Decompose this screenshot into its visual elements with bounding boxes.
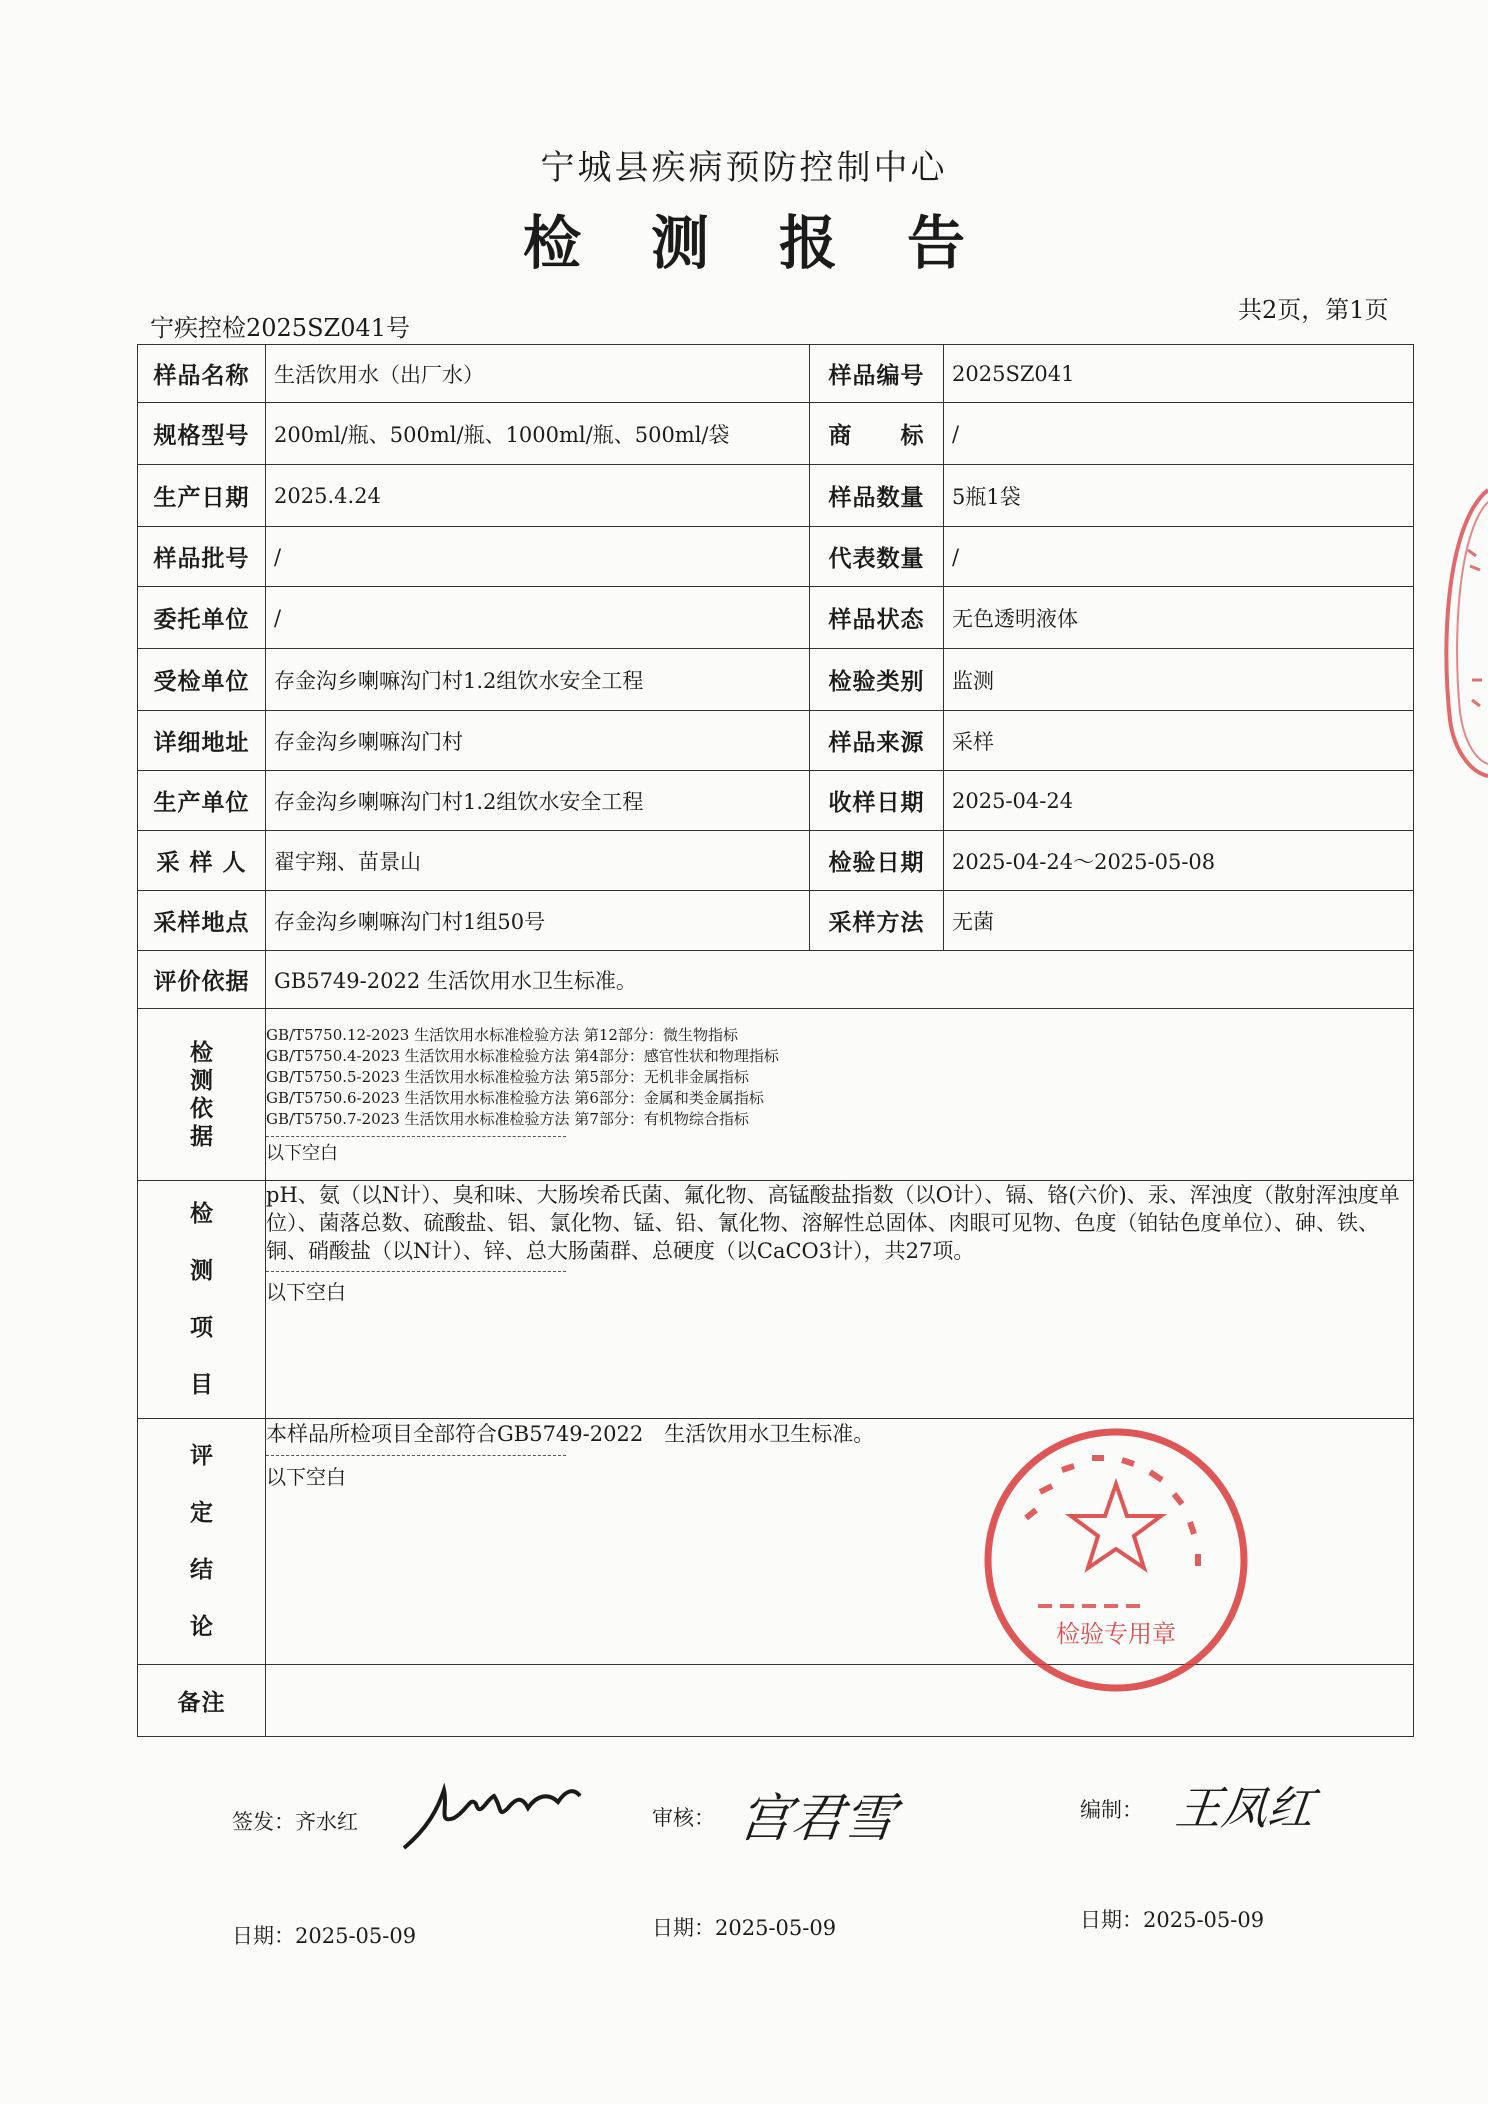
recv-date-value: 2025-04-24 xyxy=(944,771,1414,831)
source-value: 采样 xyxy=(944,711,1414,771)
divider xyxy=(266,1136,566,1137)
prod-date-value: 2025.4.24 xyxy=(266,465,810,527)
state-value: 无色透明液体 xyxy=(944,587,1414,649)
row-spec xyxy=(138,403,1414,465)
inspected-value: 存金沟乡喇嘛沟门村1.2组饮水安全工程 xyxy=(266,649,810,711)
basis-content xyxy=(266,1009,1414,1181)
source-label: 样品来源 xyxy=(810,711,944,771)
page-info: 共2页，第1页 xyxy=(1238,296,1389,324)
basis-line: GB/T5750.5-2023 生活饮用水标准检验方法 第5部分：无机非金属指标 xyxy=(266,1068,749,1086)
row-producer xyxy=(138,771,1414,831)
batch-label: 样品批号 xyxy=(138,527,266,587)
items-label-text: 检 测 项 目 xyxy=(190,1200,213,1398)
sample-name-label: 样品名称 xyxy=(138,345,266,403)
row-batch xyxy=(138,527,1414,587)
qty-label: 样品数量 xyxy=(810,465,944,527)
review-date: 日期：2025-05-09 xyxy=(652,1916,837,1940)
brand-label: 商 标 xyxy=(810,403,944,465)
basis-end: 以下空白 xyxy=(266,1143,338,1164)
producer-value: 存金沟乡喇嘛沟门村1.2组饮水安全工程 xyxy=(266,771,810,831)
sample-no-label: 样品编号 xyxy=(810,345,944,403)
basis-line: GB/T5750.12-2023 生活饮用水标准检验方法 第12部分：微生物指标 xyxy=(266,1026,738,1044)
basis-line: GB/T5750.6-2023 生活饮用水标准检验方法 第6部分：金属和类金属指标 xyxy=(266,1089,764,1107)
report-title: 检测报告 xyxy=(522,209,1035,277)
inspected-label: 受检单位 xyxy=(138,649,266,711)
address-value: 存金沟乡喇嘛沟门村 xyxy=(266,711,810,771)
sample-name-value: 生活饮用水（出厂水） xyxy=(266,345,810,403)
category-value: 监测 xyxy=(944,649,1414,711)
batch-value: / xyxy=(266,527,810,587)
editor-signature: 王凤红 xyxy=(1172,1781,1317,1835)
basis-line: GB/T5750.7-2023 生活饮用水标准检验方法 第7部分：有机物综合指标 xyxy=(266,1110,749,1128)
site-value: 存金沟乡喇嘛沟门村1组50号 xyxy=(266,891,810,951)
reviewer-label: 审核： xyxy=(652,1806,715,1830)
category-label: 检验类别 xyxy=(810,649,944,711)
qty-value: 5瓶1袋 xyxy=(944,465,1414,527)
conclusion-label-text: 评 定 结 论 xyxy=(190,1442,213,1640)
seal-text: 检验专用章 xyxy=(1056,1620,1176,1648)
remarks-label: 备注 xyxy=(138,1665,266,1737)
conclusion-text: 本样品所检项目全部符合GB5749-2022 生活饮用水卫生标准。 xyxy=(266,1422,875,1446)
edit-date: 日期：2025-05-09 xyxy=(1080,1908,1265,1932)
state-label: 样品状态 xyxy=(810,587,944,649)
editor-label: 编制： xyxy=(1080,1798,1143,1822)
issue-date: 日期：2025-05-09 xyxy=(232,1924,417,1948)
items-end: 以下空白 xyxy=(266,1280,346,1304)
items-content xyxy=(266,1181,1414,1419)
spec-label: 规格型号 xyxy=(138,403,266,465)
issuer-signature-icon xyxy=(398,1778,588,1856)
row-items xyxy=(138,1181,1414,1419)
sample-no-value: 2025SZ041 xyxy=(944,345,1414,403)
row-prod-date xyxy=(138,465,1414,527)
row-client xyxy=(138,587,1414,649)
row-sampler xyxy=(138,831,1414,891)
address-label: 详细地址 xyxy=(138,711,266,771)
eval-label: 评价依据 xyxy=(138,951,266,1009)
site-label: 采样地点 xyxy=(138,891,266,951)
issuer-label: 签发：齐水红 xyxy=(232,1810,358,1834)
recv-date-label: 收样日期 xyxy=(810,771,944,831)
items-text: pH、氨（以N计）、臭和味、大肠埃希氏菌、氟化物、高锰酸盐指数（以O计）、镉、铬(六价)、汞、浑浊度（散射浑浊度单位）、菌落总数、硫酸盐、铝、氯化物、锰、铅、氰化物、溶解性总固体、肉眼可见物、色度（铂钴色度单位）、砷、铁、铜、硝酸盐（以N计）、锌、总大肠菌群、总硬度（以CaCO3计），共27项。 xyxy=(266,1183,1400,1263)
row-eval xyxy=(138,951,1414,1009)
basis-line: GB/T5750.4-2023 生活饮用水标准检验方法 第4部分：感官性状和物理指标 xyxy=(266,1047,779,1065)
client-label: 委托单位 xyxy=(138,587,266,649)
items-label xyxy=(138,1181,266,1419)
row-address xyxy=(138,711,1414,771)
basis-label-text: 检 测 依 据 xyxy=(190,1039,213,1150)
reviewer-signature: 宫君雪 xyxy=(736,1789,899,1849)
divider xyxy=(266,1455,566,1456)
prod-date-label: 生产日期 xyxy=(138,465,266,527)
row-sample-name xyxy=(138,345,1414,403)
spec-value: 200ml/瓶、500ml/瓶、1000ml/瓶、500ml/袋 xyxy=(266,403,810,465)
row-site xyxy=(138,891,1414,951)
rep-qty-label: 代表数量 xyxy=(810,527,944,587)
divider xyxy=(266,1271,566,1272)
method-label: 采样方法 xyxy=(810,891,944,951)
sampler-value: 翟宇翔、苗景山 xyxy=(266,831,810,891)
eval-value: GB5749-2022 生活饮用水卫生标准。 xyxy=(266,951,1414,1009)
row-inspected xyxy=(138,649,1414,711)
row-basis xyxy=(138,1009,1414,1181)
test-date-label: 检验日期 xyxy=(810,831,944,891)
conclusion-end: 以下空白 xyxy=(266,1465,346,1489)
rep-qty-value: / xyxy=(944,527,1414,587)
inspection-seal-icon xyxy=(966,1410,1266,1710)
producer-label: 生产单位 xyxy=(138,771,266,831)
side-seal-icon xyxy=(1440,480,1488,780)
report-number: 宁疾控检2025SZ041号 xyxy=(150,314,411,342)
org-name: 宁城县疾病预防控制中心 xyxy=(540,148,948,188)
client-value: / xyxy=(266,587,810,649)
conclusion-label xyxy=(138,1419,266,1665)
test-date-value: 2025-04-24～2025-05-08 xyxy=(944,831,1414,891)
method-value: 无菌 xyxy=(944,891,1414,951)
sampler-label: 采 样 人 xyxy=(138,831,266,891)
brand-value: / xyxy=(944,403,1414,465)
basis-label xyxy=(138,1009,266,1181)
